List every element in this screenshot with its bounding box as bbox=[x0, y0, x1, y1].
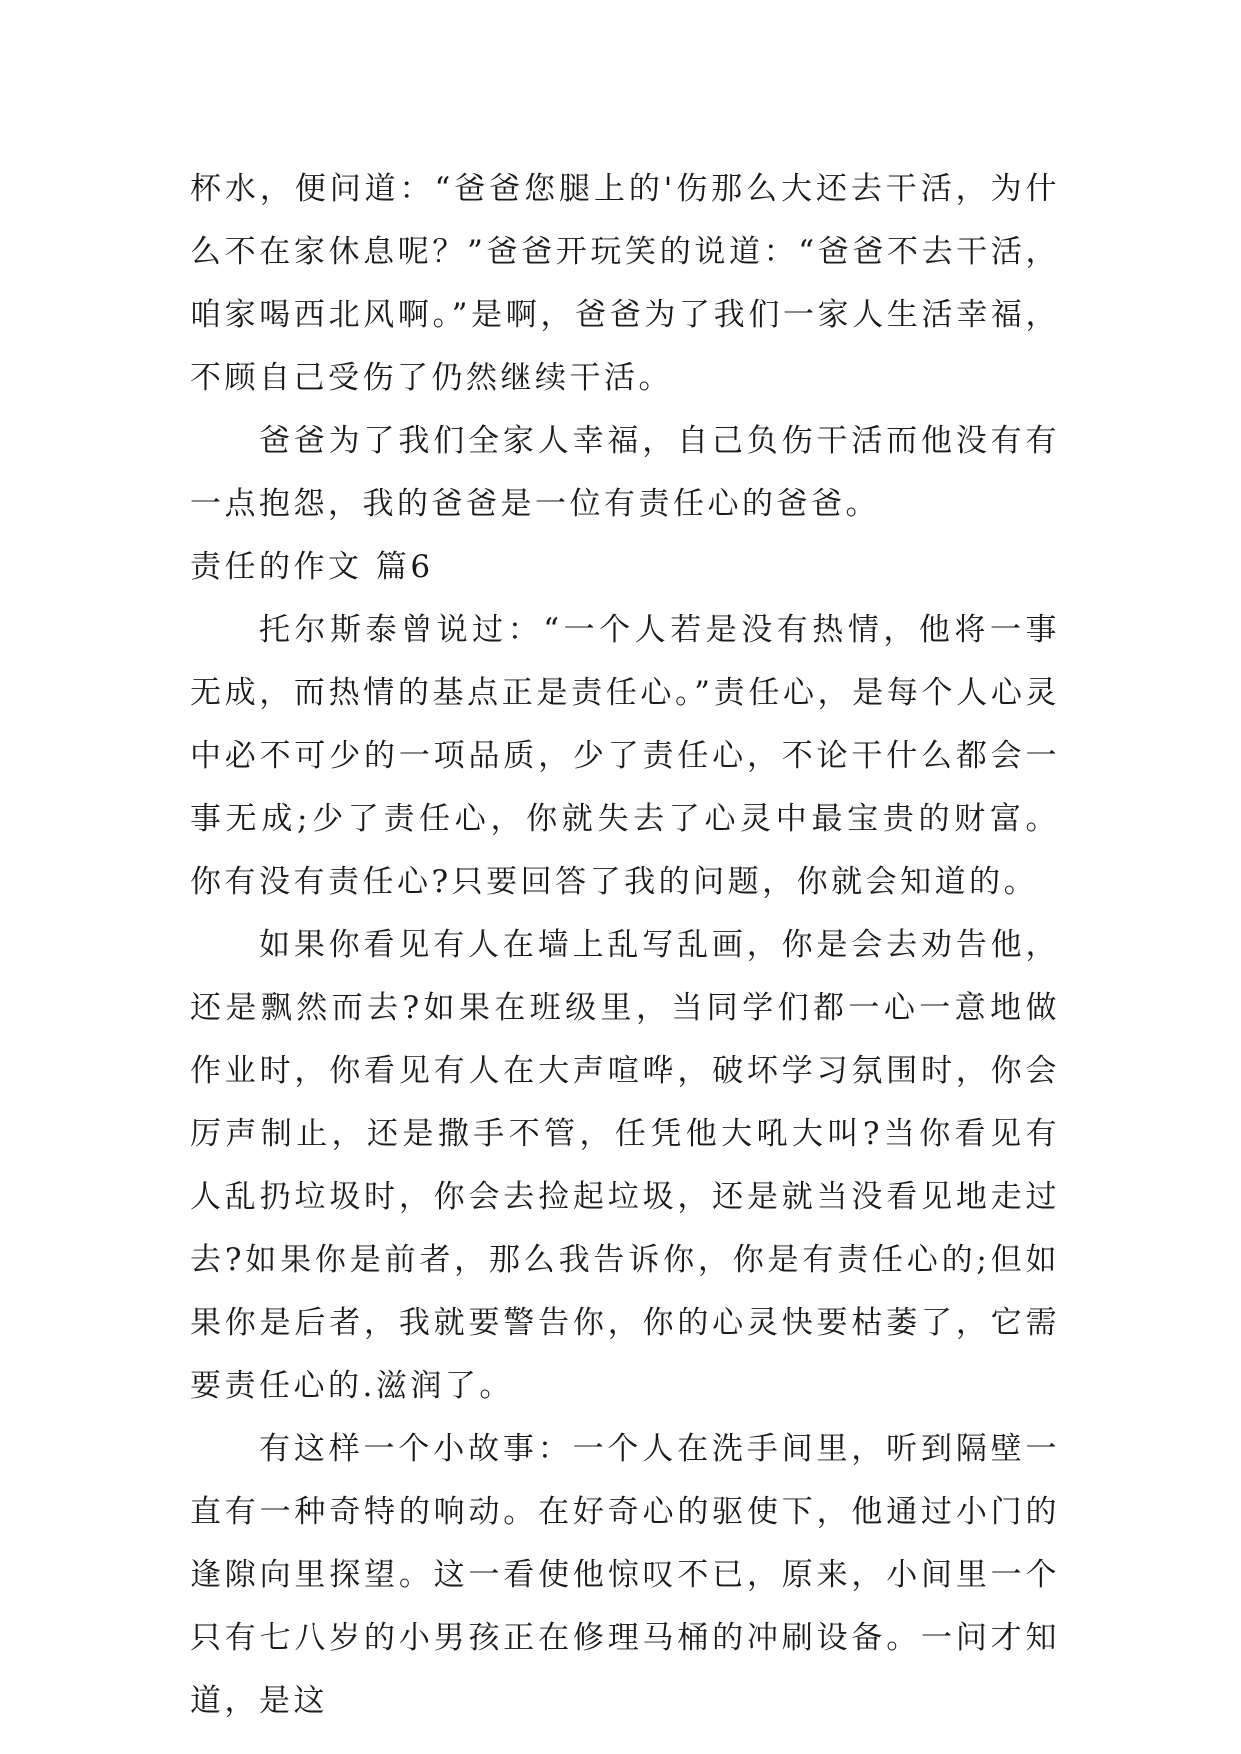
paragraph-tolstoy-quote: 托尔斯泰曾说过：“一个人若是没有热情，他将一事无成，而热情的基点正是责任心。”责任心，是每个人心灵中必不可少的一项品质，少了责任心，不论干什么都会一事无成;少了责任心，你就失去了心灵中最宝贵的财富。你有没有责任心?只要回答了我的问题，你就会知道的。 bbox=[190, 612, 1060, 900]
paragraph-continued: 杯水，便问道：“爸爸您腿上的'伤那么大还去干活，为什么不在家休息呢？”爸爸开玩笑的说道：“爸爸不去干活，咱家喝西北风啊。”是啊，爸爸为了我们一家人生活幸福，不顾自己受伤了仍然继续干活。 bbox=[190, 171, 1060, 396]
paragraph-story: 有这样一个小故事：一个人在洗手间里，听到隔壁一直有一种奇特的响动。在好奇心的驱使下，他通过小门的逢隙向里探望。这一看使他惊叹不已，原来，小间里一个只有七八岁的小男孩正在修理马桶的冲刷设备。一问才知道，是这 bbox=[190, 1431, 1060, 1719]
section-heading: 责任的作文 篇6 bbox=[190, 549, 434, 585]
paragraph-questions: 如果你看见有人在墙上乱写乱画，你是会去劝告他，还是飘然而去?如果在班级里，当同学们都一心一意地做作业时，你看见有人在大声喧哗，破坏学习氛围时，你会厉声制止，还是撒手不管，任凭他大吼大叫?当你看见有人乱扔垃圾时，你会去捡起垃圾，还是就当没看见地走过去?如果你是前者，那么我告诉你，你是有责任心的;但如果你是后者，我就要警告你，你的心灵快要枯萎了，它需要责任心的.滋润了。 bbox=[190, 927, 1060, 1404]
document-body bbox=[190, 158, 1060, 1733]
paragraph-father-conclusion: 爸爸为了我们全家人幸福，自己负伤干活而他没有有一点抱怨，我的爸爸是一位有责任心的爸爸。 bbox=[190, 423, 1060, 522]
